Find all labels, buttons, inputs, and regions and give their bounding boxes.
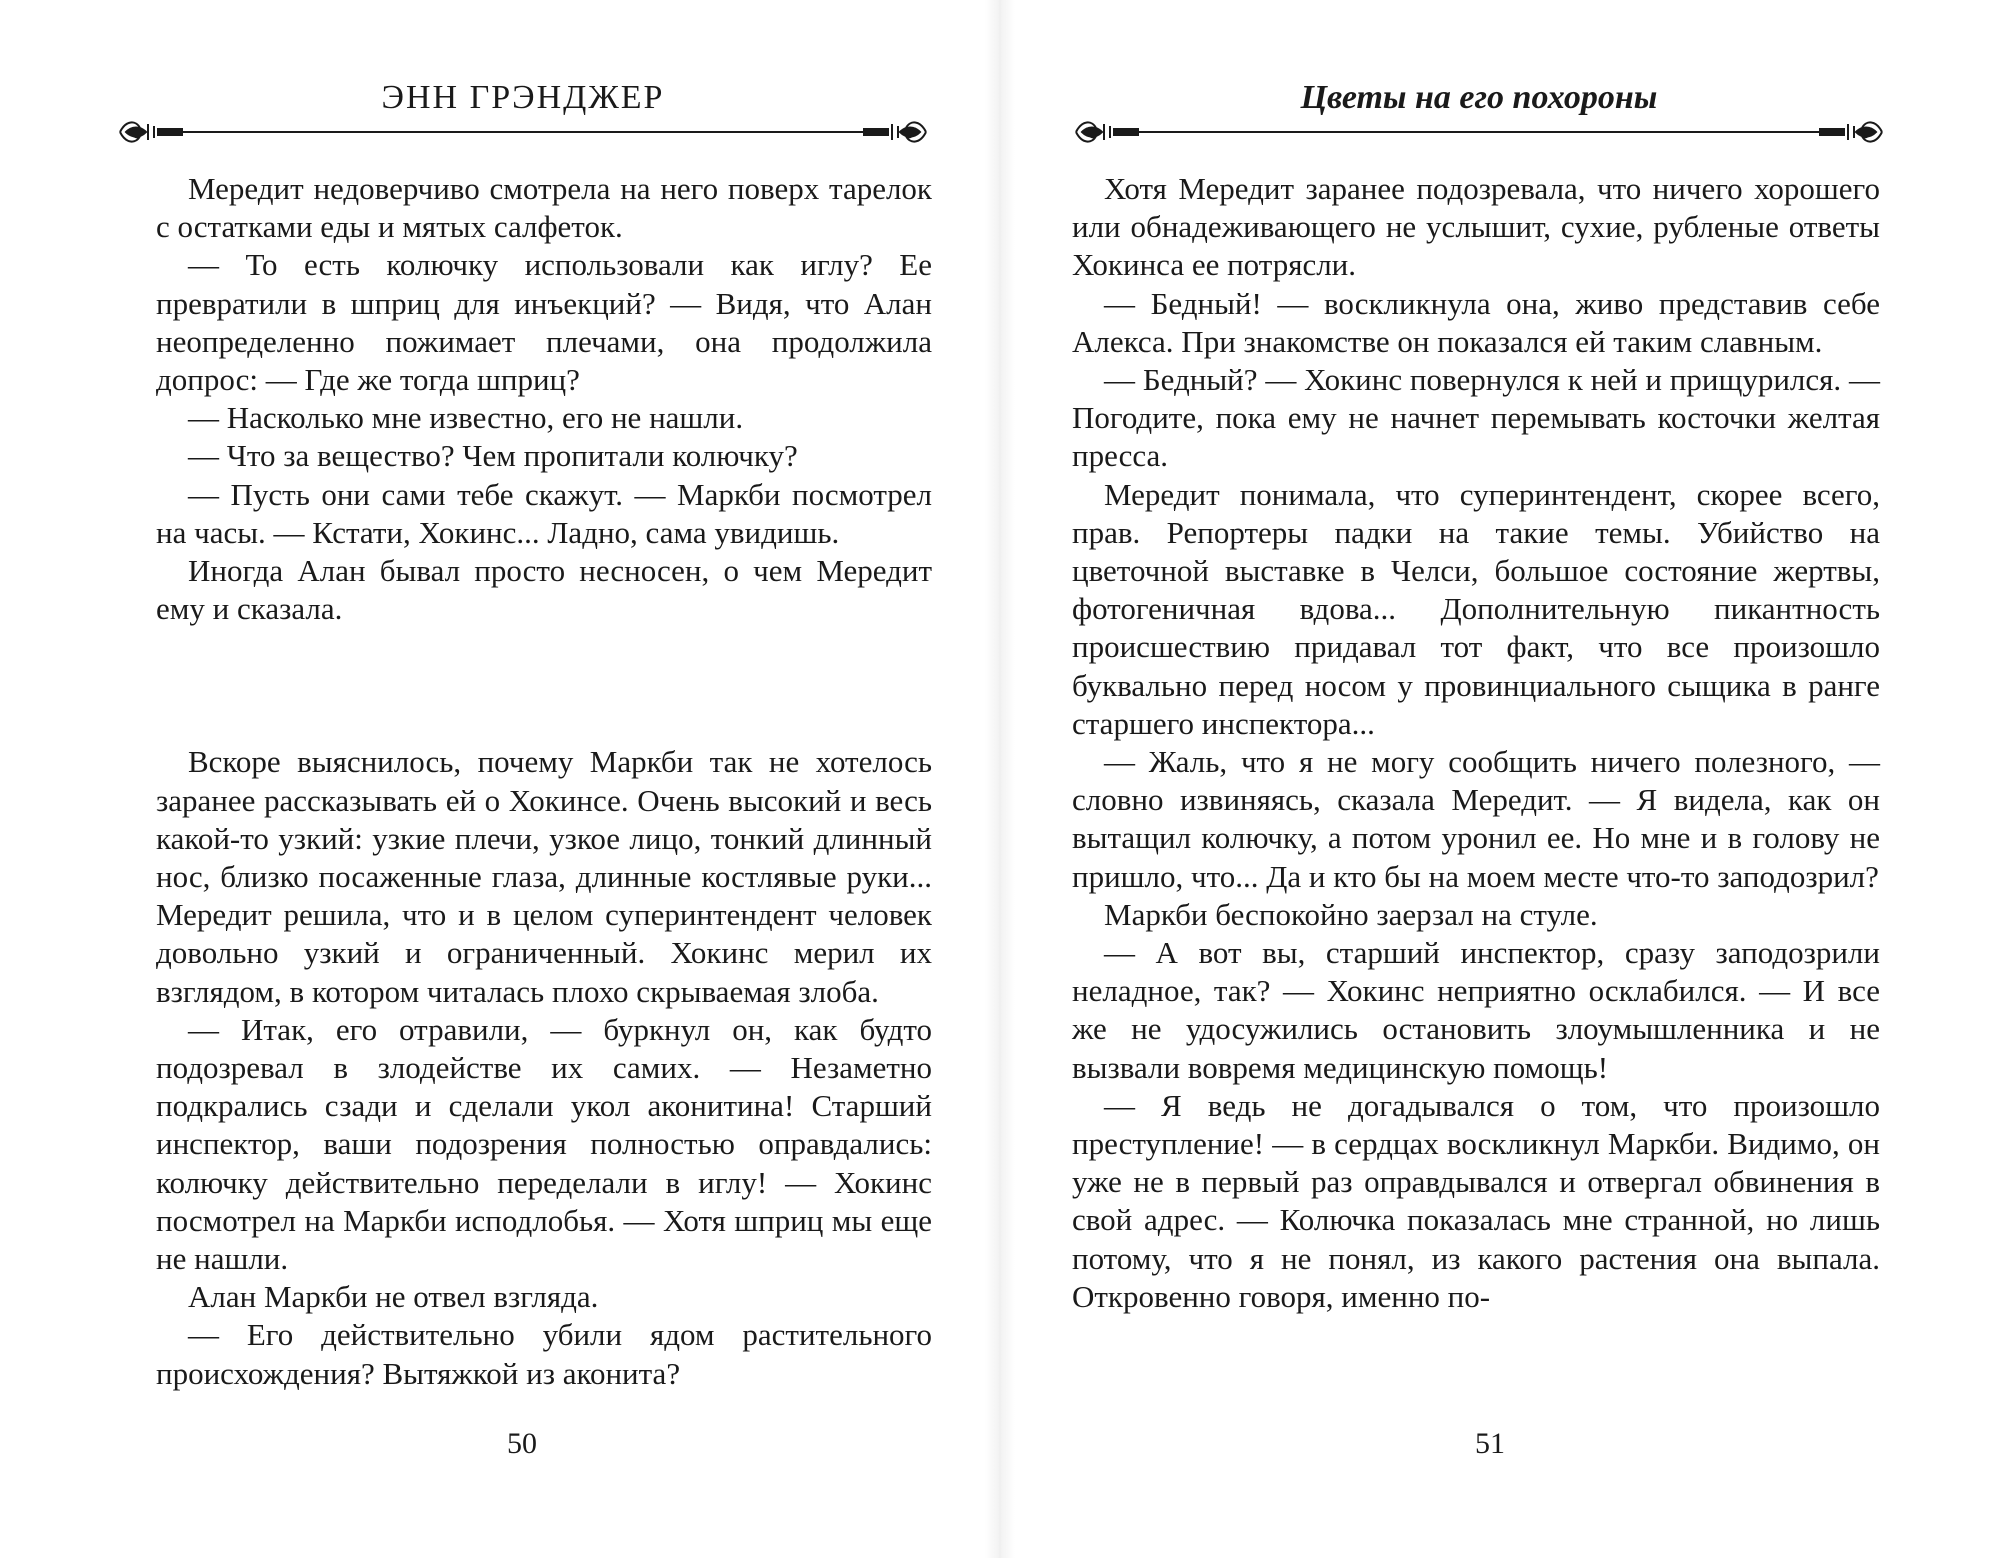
header-ornament-rule — [112, 112, 934, 152]
paragraph: Мередит понимала, что суперинтендент, скорее всего, прав. Репортеры падки на такие темы. Убийство на цветочной выставке в Челси, большое состояние жертвы, фотогеничная вдова... Дополнительную пикантность происшествию придавал тот факт, что все произошло буквально перед носом у провинциального сыщика в ранге старшего инспектора... — [1072, 476, 1880, 741]
paragraph: Хотя Мередит заранее подозревала, что ничего хорошего или обнадеживающего не услышит, сухие, рубленые ответы Хокинса ее потрясли. — [1072, 171, 1880, 283]
paragraph: Мередит недоверчиво смотрела на него поверх тарелок с остатками еды и мятых салфеток. — [156, 171, 932, 245]
paragraph: Маркби беспокойно заерзал на стуле. — [1104, 896, 1598, 932]
ornament-rule-icon — [112, 112, 934, 152]
paragraph: — Пусть они сами тебе скажут. — Маркби посмотрел на часы. — Кстати, Хокинс... Ладно, сама увидишь. — [156, 476, 932, 550]
left-page — [112, 0, 934, 1558]
section-break — [156, 628, 932, 743]
paragraph: — Бедный! — воскликнула она, живо представив себе Алекса. При знакомстве он показался ей таким славным. — [1072, 285, 1880, 359]
paragraph: — Насколько мне известно, его не нашли. — [188, 400, 744, 436]
left-page-body — [156, 170, 932, 1393]
running-head-title: Цветы на его похороны — [1300, 79, 1658, 116]
right-page-body — [1072, 170, 1880, 1316]
paragraph: — Его действительно убили ядом растительного происхождения? Вытяжкой из аконита? — [156, 1317, 932, 1391]
paragraph: — А вот вы, старший инспектор, сразу заподозрили неладное, так? — Хокинс неприятно осклабился. — И все же не удосужились остановить злоумышленника и не вызвали вовремя медицинскую помощь! — [1072, 935, 1880, 1085]
paragraph: Алан Маркби не отвел взгляда. — [188, 1279, 599, 1315]
paragraph: — То есть колючку использовали как иглу? Ее превратили в шприц для инъекций? — Видя, что Алан неопределенно пожимает плечами, она продолжила допрос: — Где же тогда шприц? — [156, 247, 932, 398]
page-number-left: 50 — [507, 1427, 537, 1460]
paragraph: — Бедный? — Хокинс повернулся к ней и прищурился. — Погодите, пока ему не начнет перемывать косточки желтая пресса. — [1072, 362, 1880, 474]
paragraph: — Я ведь не догадывался о том, что произошло преступление! — в сердцах воскликнул Маркби. Видимо, он уже не в первый раз оправдывался и отвергал обвинения в свой адрес. — Колючка показалась мне странной, но лишь потому, что я не понял, из какого растения она выпала. Откровенно говоря, именно по- — [1072, 1087, 1880, 1314]
book-gutter — [985, 0, 1015, 1558]
paragraph: Вскоре выяснилось, почему Маркби так не хотелось заранее рассказывать ей о Хокинсе. Очень высокий и весь какой-то узкий: узкие плечи, узкое лицо, тонкий длинный нос, близко посаженные глаза, длинные костлявые руки... Мередит решила, что и в целом суперинтендент человек довольно узкий и ограниченный. Хокинс мерил их взглядом, в котором читалась плохо скрываемая злоба. — [156, 744, 932, 1009]
paragraph: — Жаль, что я не могу сообщить ничего полезного, — словно извиняясь, сказала Мередит. — Я видела, как он вытащил колючку, а потом уронил ее. Но мне и в голову не пришло, что... Да и кто бы на моем месте что-то заподозрил? — [1072, 744, 1880, 894]
running-head-author: ЭНН ГРЭНДЖЕР — [381, 79, 665, 116]
header-ornament-rule — [1068, 112, 1890, 152]
ornament-rule-icon — [1068, 112, 1890, 152]
paragraph: Иногда Алан бывал просто несносен, о чем Мередит ему и сказала. — [156, 553, 932, 627]
page-number-right: 51 — [1475, 1427, 1505, 1460]
right-page — [1068, 0, 1890, 1558]
paragraph: — Итак, его отравили, — буркнул он, как будто подозревал в злодействе их самих. — Незаметно подкрались сзади и сделали укол аконитина! Старший инспектор, ваши подозрения полностью оправдались: колючку действительно переделали в иглу! — Хокинс посмотрел на Маркби исподлобья. — Хотя шприц мы еще не нашли. — [156, 1011, 932, 1277]
paragraph: — Что за вещество? Чем пропитали колючку? — [188, 438, 798, 474]
